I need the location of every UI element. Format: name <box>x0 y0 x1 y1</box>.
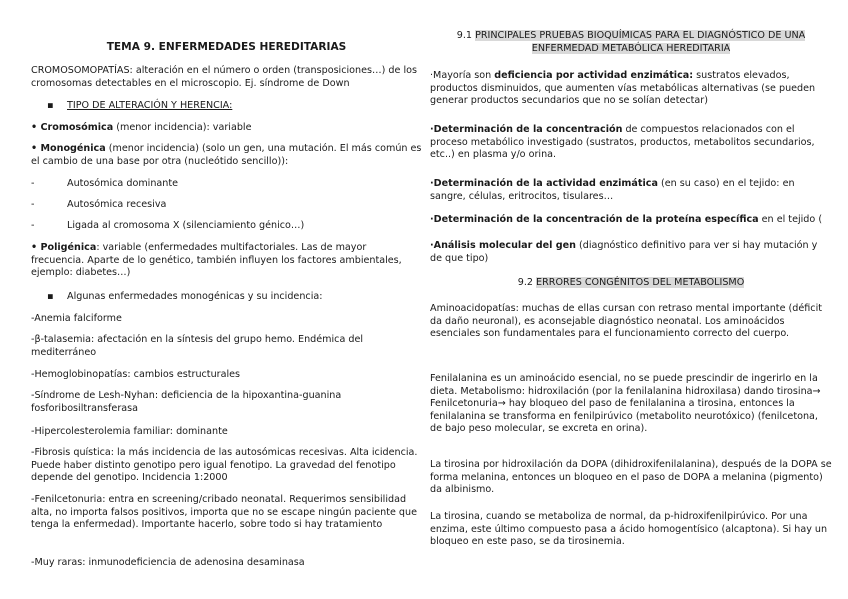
monogenica-paragraph: • Monogénica (menor incidencia) (solo un gen, una mutación. El más común es el cambio de una base por otra (nucleótido sencillo)): <box>31 143 422 167</box>
disease-item: -Fenilcetonuria: entra en screening/cribado neonatal. Requerimos sensibilidad alta, no importa falsos positivos, importa que no se escape ningún paciente que tenga la enfermedad). Importante hacerlo, sobre todo si hay tratamiento <box>31 494 417 531</box>
enzymatic-deficiency-paragraph: ·Mayoría son deficiencia por actividad enzimática: sustratos elevados, productos disminuidos, que aumenten vías metabólicas alternativas (se pueden generar productos secundarios que no se solían detectar) <box>430 70 816 107</box>
section-9-2-heading: 9.2 ERRORES CONGÉNITOS DEL METABOLISMO <box>517 277 745 288</box>
document-title: TEMA 9. ENFERMEDADES HEREDITARIAS <box>106 41 347 53</box>
intro-paragraph: CROMOSOMOPATÍAS: alteración en el número o orden (transposiciones…) de los cromosomas detectables en el microscopio. Ej. síndrome de Down <box>31 65 417 89</box>
square-bullet-icon: ▪ <box>47 100 54 111</box>
phenylalanine-paragraph: Fenilalanina es un aminoácido esencial, no se puede prescindir de ingerirlo en la dieta. Metabolismo: hidroxilación (por la fenilalanina hidroxilasa) dando tirosina→ Fenilcetonuria→ hay bloqueo del paso de fenilalanina a tirosina, entonces la fenilalanina se transforma en fenilpirúvico (metabolito neurotóxico) (fenilcetona, de bajo peso molecular, se excreta en orina). <box>430 373 821 435</box>
dash-icon: - <box>31 199 35 210</box>
disease-item: -Hemoglobinopatías: cambios estructurales <box>31 369 241 380</box>
dash-icon: - <box>31 220 35 231</box>
cromosomica-paragraph: • Cromosómica (menor incidencia): variable <box>31 122 252 133</box>
poligenica-paragraph: • Poligénica: variable (enfermedades multifactoriales. Las de mayor frecuencia. Aparte de lo genético, también influyen los factores ambientales, ejemplo: diabetes…) <box>31 242 402 279</box>
aminoacidopathies-paragraph: Aminoacidopatías: muchas de ellas cursan con retraso mental importante (déficit da daño neuronal), es aconsejable diagnóstico neonatal. Los aminoácidos esenciales son fundamentales para el funcionamiento correcto del cuerpo. <box>430 303 822 340</box>
disease-item: -Fibrosis quística: la más incidencia de las autosómicas recesivas. Alta icidencia. Puede haber distinto genotipo pero igual fenotipo. La gravedad del fenotipo depende del genotipo. Incidencia 1:2000 <box>31 447 418 484</box>
dash-item: Autosómica dominante <box>67 178 179 189</box>
monogenic-heading: Algunas enfermedades monogénicas y su incidencia: <box>67 291 323 302</box>
tyrosinemia-paragraph: La tirosina, cuando se metaboliza de normal, da p-hidroxifenilpirúvico. Por una enzima, este último compuesto pasa a ácido homogentísico (alcaptona). Si hay un bloqueo en este paso, se da tirosinemia. <box>430 511 828 548</box>
disease-item: -Anemia falciforme <box>31 313 122 324</box>
section-9-1-heading: 9.1 PRINCIPALES PRUEBAS BIOQUÍMICAS PARA EL DIAGNÓSTICO DE UNA ENFERMEDAD METABÓLICA HEREDITARIA <box>456 30 806 54</box>
protein-concentration-paragraph: ·Determinación de la concentración de la proteína específica en el tejido ( <box>430 214 823 225</box>
dash-icon: - <box>31 178 35 189</box>
disease-item: -Hipercolesterolemia familiar: dominante <box>31 426 228 437</box>
dash-item: Autosómica recesiva <box>67 199 167 210</box>
tyrosine-dopa-paragraph: La tirosina por hidroxilación da DOPA (dihidroxifenilalanina), después de la DOPA se forma melanina, entonces un bloqueo en el paso de DOPA a melanina (pigmento) da albinismo. <box>430 459 832 496</box>
gene-analysis-paragraph: ·Análisis molecular del gen (diagnóstico definitivo para ver si hay mutación y de que tipo) <box>430 240 818 264</box>
square-bullet-icon: ▪ <box>47 291 54 302</box>
dash-item: Ligada al cromosoma X (silenciamiento génico…) <box>67 220 305 231</box>
alteration-heading: TIPO DE ALTERACIÓN Y HERENCIA: <box>67 100 233 111</box>
concentration-paragraph: ·Determinación de la concentración de compuestos relacionados con el proceso metabólico investigado (sustratos, productos, metabolitos secundarios, etc..) en plasma y/o orina. <box>430 124 815 161</box>
disease-item: -Muy raras: inmunodeficiencia de adenosina desaminasa <box>31 557 305 568</box>
enzyme-activity-paragraph: ·Determinación de la actividad enzimática (en su caso) en el tejido: en sangre, células, eritrocitos, tisulares… <box>430 178 795 202</box>
disease-item: -Síndrome de Lesh-Nyhan: deficiencia de la hipoxantina-guanina fosforibosiltransferasa <box>31 390 342 414</box>
disease-item: -β-talasemia: afectación en la síntesis del grupo hemo. Endémica del mediterráneo <box>31 334 364 358</box>
